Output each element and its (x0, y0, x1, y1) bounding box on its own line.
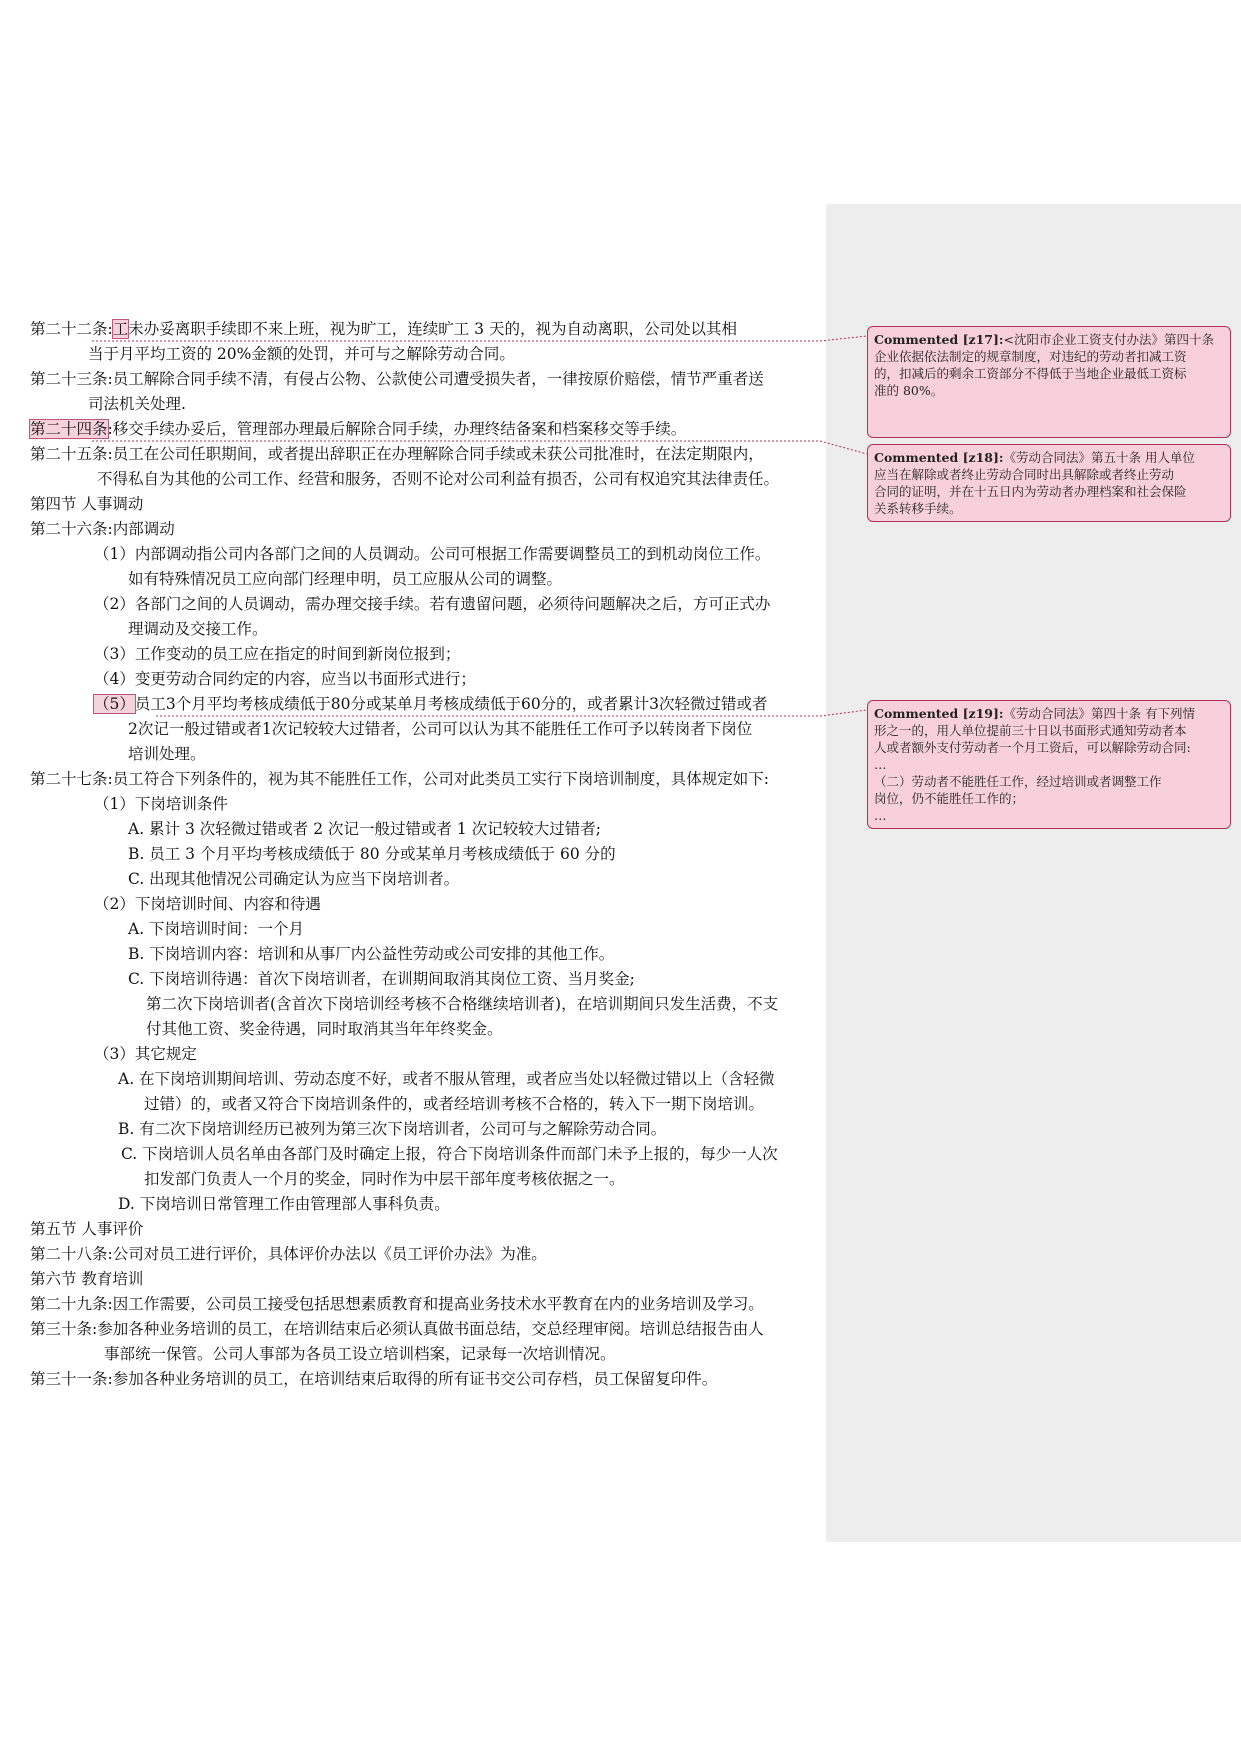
comment-text: 《劳动合同法》第五十条 用人单位 (1003, 450, 1196, 465)
comment-label: Commented [z19]: (874, 706, 1004, 721)
doc-line-a30-2: 事部统一保管。公司人事部为各员工设立培训档案，记录每一次培训情况。 (104, 1345, 616, 1363)
doc-line-a27-2C2: 第二次下岗培训者(含首次下岗培训经考核不合格继续培训者)，在培训期间只发生活费，不支 (146, 995, 779, 1013)
doc-line-s6: 第六节 教育培训 (30, 1270, 144, 1288)
doc-line-a26-3: （3）工作变动的员工应在指定的时间到新岗位报到； (94, 645, 461, 663)
doc-line-a22-1: 第二十二条:工未办妥离职手续即不来上班，视为旷工，连续旷工 3 天的，视为自动离职，公司处以其相 (30, 320, 737, 338)
comment-text: <沈阳市企业工资支付办法》第四十条 (1003, 332, 1215, 347)
doc-line-a27-2A: A. 下岗培训时间：一个月 (128, 920, 305, 938)
comment-text: 人或者额外支付劳动者一个月工资后，可以解除劳动合同: (874, 740, 1191, 755)
doc-line-a27-3C2: 扣发部门负责人一个月的奖金，同时作为中层干部年度考核依据之一。 (144, 1170, 625, 1188)
doc-line-a27-2C: C. 下岗培训待遇：首次下岗培训者，在训期间取消其岗位工资、当月奖金; (128, 970, 635, 988)
doc-line-s4: 第四节 人事调动 (30, 495, 144, 513)
comment-label: Commented [z17]: (874, 332, 1004, 347)
comment-anchor-z17[interactable]: 工 (112, 320, 129, 338)
comment-text: 合同的证明，并在十五日内为劳动者办理档案和社会保险 (874, 484, 1187, 499)
doc-line-a26-5a: （5）员工3个月平均考核成绩低于80分或某单月考核成绩低于60分的，或者累计3次轻微过错或者 (94, 695, 768, 713)
comment-text: 《劳动合同法》第四十条 有下列情 (1003, 706, 1196, 721)
doc-line-a27-1B: B. 员工 3 个月平均考核成绩低于 80 分或某单月考核成绩低于 60 分的 (128, 845, 616, 863)
comment-text: 关系转移手续。 (874, 501, 962, 516)
doc-line-a30-1: 第三十条:参加各种业务培训的员工，在培训结束后必须认真做书面总结，交总经理审阅。培训总结报告由人 (30, 1320, 764, 1338)
doc-line-a25-1: 第二十五条:员工在公司任职期间，或者提出辞职正在办理解除合同手续或未获公司批准时，在法定期限内， (30, 445, 764, 463)
comment-text: 形之一的，用人单位提前三十日以书面形式通知劳动者本 (874, 723, 1187, 738)
doc-line-a27-2B: B. 下岗培训内容：培训和从事厂内公益性劳动或公司安排的其他工作。 (128, 945, 615, 963)
doc-line-a29: 第二十九条:因工作需要，公司员工接受包括思想素质教育和提高业务技术水平教育在内的业务培训及学习。 (30, 1295, 764, 1313)
comment-text: … (874, 757, 887, 772)
doc-line-a27-3D: D. 下岗培训日常管理工作由管理部人事科负责。 (118, 1195, 450, 1213)
doc-line-a26-1b: 如有特殊情况员工应向部门经理申明，员工应服从公司的调整。 (128, 570, 563, 588)
comment-text: 企业依据依法制定的规章制度，对违纪的劳动者扣减工资 (874, 349, 1187, 364)
comment-anchor-z19[interactable]: （5） (94, 695, 135, 713)
doc-line-a27-3A1: A. 在下岗培训期间培训、劳动态度不好，或者不服从管理，或者应当处以轻微过错以上（含轻微 (118, 1070, 775, 1088)
doc-line-a26-2b: 理调动及交接工作。 (128, 620, 268, 638)
doc-line-a26-2a: （2）各部门之间的人员调动，需办理交接手续。若有遗留问题，必须待问题解决之后，方可正式办 (94, 595, 771, 613)
doc-line-a26-5c: 培训处理。 (128, 745, 206, 763)
doc-line-a27-3C1: C. 下岗培训人员名单由各部门及时确定上报，符合下岗培训条件而部门未予上报的，每少一人次 (121, 1145, 778, 1163)
comment-text: 的，扣减后的剩余工资部分不得低于当地企业最低工资标 (874, 366, 1187, 381)
comment-text: 岗位，仍不能胜任工作的； (874, 791, 1025, 806)
doc-line-a28: 第二十八条:公司对员工进行评价，具体评价办法以《员工评价办法》为准。 (30, 1245, 547, 1263)
comment-label: Commented [z18]: (874, 450, 1004, 465)
doc-line-s5: 第五节 人事评价 (30, 1220, 144, 1238)
doc-line-a26-1a: （1）内部调动指公司内各部门之间的人员调动。公司可根据工作需要调整员工的到机动岗位工作。 (94, 545, 771, 563)
doc-line-a25-2: 不得私自为其他的公司工作、经营和服务，否则不论对公司利益有损否，公司有权追究其法律责任。 (97, 470, 780, 488)
comment-text: （二）劳动者不能胜任工作，经过培训或者调整工作 (874, 774, 1162, 789)
doc-line-a27-3A2: 过错）的，或者又符合下岗培训条件的，或者经培训考核不合格的，转入下一期下岗培训。 (144, 1095, 765, 1113)
doc-line-a22-2: 当于月平均工资的 20%金额的处罚，并可与之解除劳动合同。 (88, 345, 515, 363)
comment-text: … (874, 808, 887, 823)
doc-line-a26-4: （4）变更劳动合同约定的内容，应当以书面形式进行； (94, 670, 476, 688)
doc-line-a31: 第三十一条:参加各种业务培训的员工，在培训结束后取得的所有证书交公司存档，员工保留复印件。 (30, 1370, 718, 1388)
doc-line-a23-2: 司法机关处理. (88, 395, 186, 413)
doc-line-a27: 第二十七条:员工符合下列条件的，视为其不能胜任工作，公司对此类员工实行下岗培训制度，具体规定如下: (30, 770, 769, 788)
doc-line-a27-3: （3）其它规定 (94, 1045, 197, 1063)
comment-anchor-z18[interactable]: 第二十四条 (30, 420, 108, 438)
doc-line-a27-3B: B. 有二次下岗培训经历已被列为第三次下岗培训者，公司可与之解除劳动合同。 (118, 1120, 667, 1138)
doc-line-a23-1: 第二十三条:员工解除合同手续不清，有侵占公物、公款使公司遭受损失者，一律按原价赔偿，情节严重者送 (30, 370, 764, 388)
comment-text: 应当在解除或者终止劳动合同时出具解除或者终止劳动 (874, 467, 1175, 482)
doc-line-a27-2: （2）下岗培训时间、内容和待遇 (94, 895, 321, 913)
doc-line-a27-1C: C. 出现其他情况公司确定认为应当下岗培训者。 (128, 870, 460, 888)
doc-line-a27-2C3: 付其他工资、奖金待遇，同时取消其当年年终奖金。 (146, 1020, 503, 1038)
comment-z18[interactable] (867, 444, 1231, 522)
comment-text: 准的 80%。 (874, 383, 944, 398)
doc-line-a24-1: 第二十四条:移交手续办妥后，管理部办理最后解除合同手续，办理终结备案和档案移交等手续。 (30, 420, 687, 438)
comment-z17[interactable] (867, 326, 1231, 438)
doc-line-a26: 第二十六条:内部调动 (30, 520, 175, 538)
doc-line-a27-1: （1）下岗培训条件 (94, 795, 228, 813)
doc-line-a26-5b: 2次记一般过错或者1次记较较大过错者，公司可以认为其不能胜任工作可予以转岗者下岗位 (128, 720, 753, 738)
doc-line-a27-1A: A. 累计 3 次轻微过错或者 2 次记一般过错或者 1 次记较较大过错者; (128, 820, 601, 838)
comment-z19[interactable] (867, 700, 1231, 829)
